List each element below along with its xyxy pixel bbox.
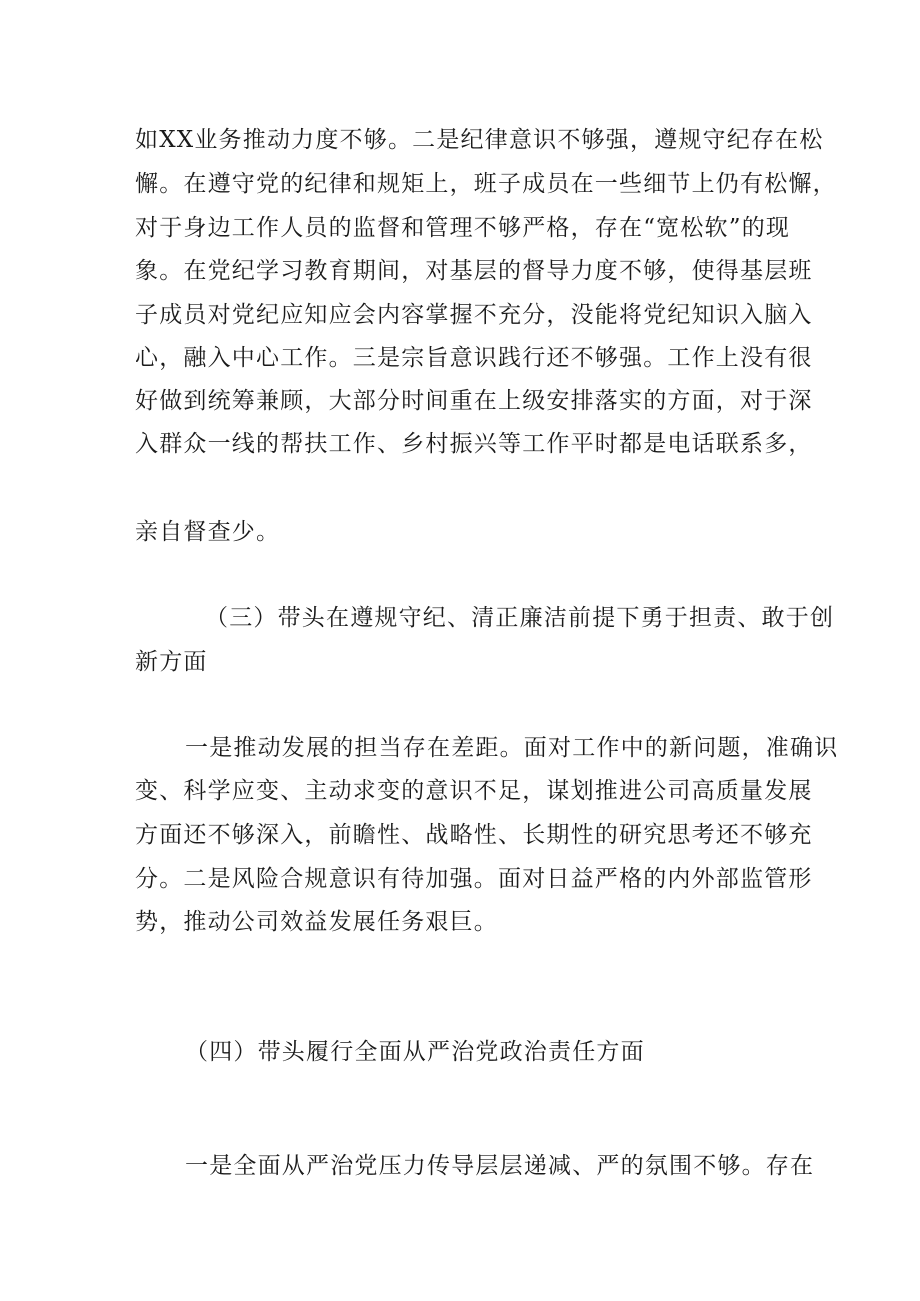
body-text-line: 入群众一线的帮扶工作、乡村振兴等工作平时都是电话联系多， (135, 431, 813, 457)
body-text-line: 象。在党纪学习教育期间，对基层的督导力度不够，使得基层班 (135, 258, 813, 284)
section-3-heading-continued: 新方面 (135, 649, 208, 675)
body-text-line: 亲自督查少。 (135, 519, 281, 545)
body-text-line: 变、科学应变、主动求变的意识不足，谋划推进公司高质量发展 (135, 778, 813, 804)
body-text-line: 好做到统筹兼顾，大部分时间重在上级安排落实的方面，对于深 (135, 388, 813, 414)
body-text-line: 心，融入中心工作。三是宗旨意识践行还不够强。工作上没有很 (135, 345, 813, 371)
body-text-line: 对于身边工作人员的监督和管理不够严格，存在“宽松软”的现 (135, 215, 791, 241)
body-text-line: 势，推动公司效益发展任务艰巨。 (135, 909, 498, 935)
body-text-line: 一是推动发展的担当存在差距。面对工作中的新问题，准确识 (185, 735, 839, 761)
body-text-line: 分。二是风险合规意识有待加强。面对日益严格的内外部监管形 (135, 866, 813, 892)
body-text-line: 方面还不够深入，前瞻性、战略性、长期性的研究思考还不够充 (135, 822, 813, 848)
section-3-heading: （三）带头在遵规守纪、清正廉洁前提下勇于担责、敢于创 (205, 605, 835, 631)
body-text-line: 一是全面从严治党压力传导层层递减、严的氛围不够。存在 (185, 1153, 815, 1179)
body-text-line: 懈。在遵守党的纪律和规矩上，班子成员在一些细节上仍有松懈， (135, 171, 837, 197)
body-text-line: 如XX业务推动力度不够。二是纪律意识不够强，遵规守纪存在松 (135, 127, 824, 153)
section-4-heading: （四）带头履行全面从严治党政治责任方面 (185, 1039, 645, 1065)
body-text-line: 子成员对党纪应知应会内容掌握不充分，没能将党纪知识入脑入 (135, 302, 813, 328)
